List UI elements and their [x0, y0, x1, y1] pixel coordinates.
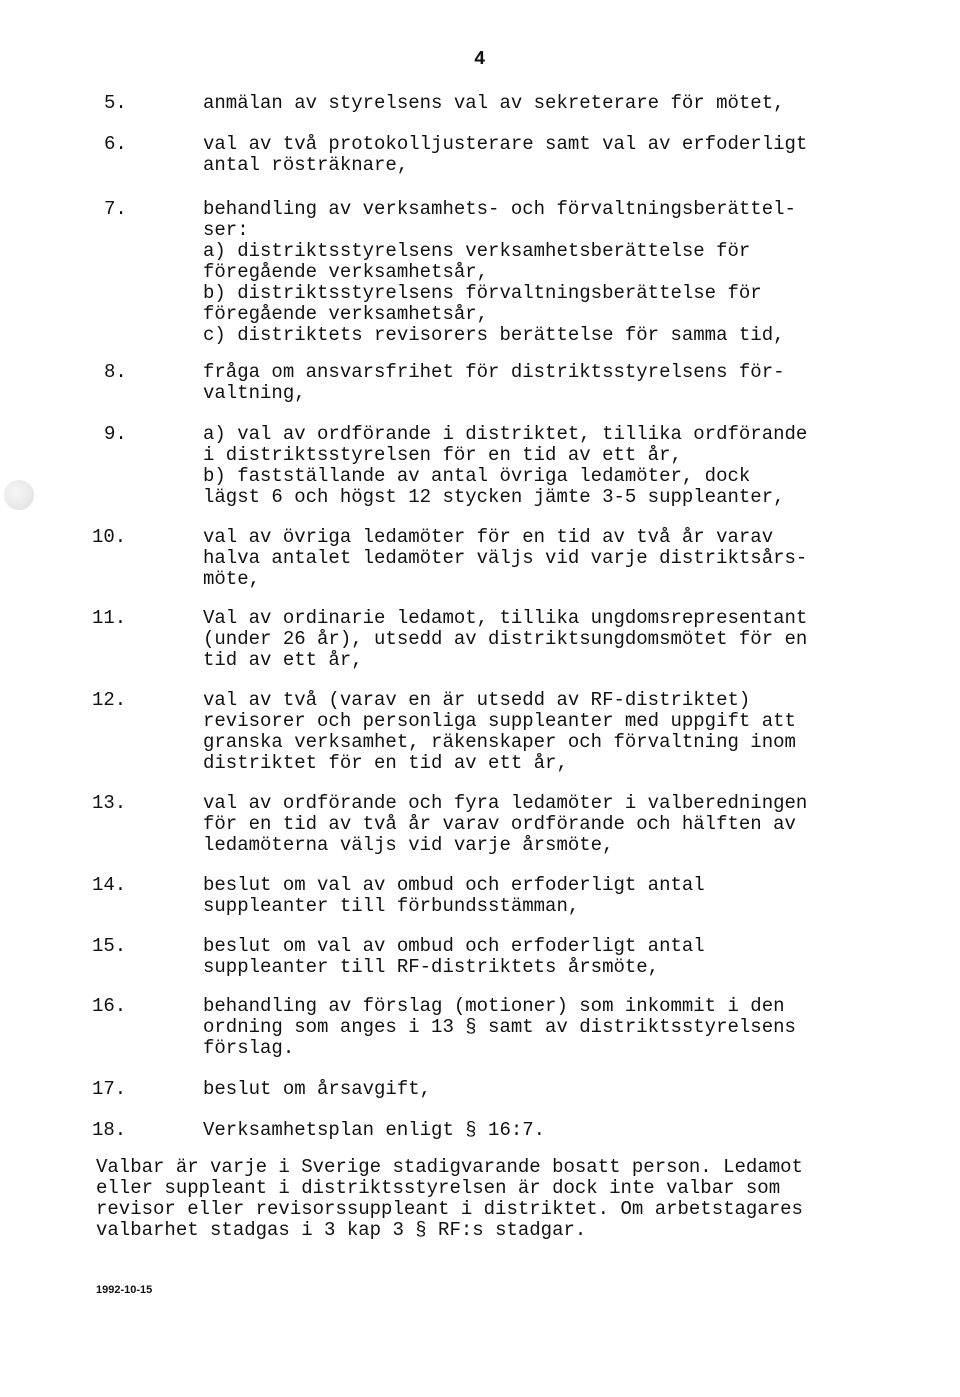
- text-line: behandling av verksamhets- och förvaltningsberättel-: [203, 198, 796, 220]
- item-number: 8.: [104, 361, 127, 383]
- text-line: b) distriktsstyrelsens förvaltningsberättelse för: [203, 282, 762, 304]
- text-line: Verksamhetsplan enligt § 16:7.: [203, 1119, 546, 1141]
- item-text: [203, 608, 873, 671]
- text-line: beslut om val av ombud och erfoderligt antal: [203, 935, 705, 957]
- closing-line: eller suppleant i distriktsstyrelsen är dock inte valbar som: [96, 1177, 781, 1199]
- item-text: [203, 134, 873, 176]
- text-line: a) val av ordförande i distriktet, tillika ordförande: [203, 423, 808, 445]
- item-number: 13.: [92, 792, 127, 814]
- item-text: [203, 199, 873, 346]
- item-number: 14.: [92, 874, 127, 896]
- item-text: [203, 527, 873, 590]
- text-line: möte,: [203, 568, 261, 590]
- text-line: föregående verksamhetsår,: [203, 261, 489, 283]
- text-line: val av övriga ledamöter för en tid av två år varav: [203, 526, 774, 548]
- text-line: valtning,: [203, 382, 306, 404]
- item-text: [203, 875, 873, 917]
- text-line: revisorer och personliga suppleanter med uppgift att: [203, 710, 796, 732]
- text-line: val av två protokolljusterare samt val av erfoderligt: [203, 133, 808, 155]
- text-line: halva antalet ledamöter väljs vid varje distriktsårs-: [203, 547, 808, 569]
- text-line: fråga om ansvarsfrihet för distriktsstyrelsens för-: [203, 361, 785, 383]
- item-number: 6.: [104, 133, 127, 155]
- text-line: förslag.: [203, 1037, 295, 1059]
- text-line: i distriktsstyrelsen för en tid av ett år,: [203, 444, 682, 466]
- item-text: [203, 1079, 873, 1100]
- text-line: tid av ett år,: [203, 649, 363, 671]
- item-text: [203, 936, 873, 978]
- item-number: 18.: [92, 1119, 127, 1141]
- item-number: 15.: [92, 935, 127, 957]
- text-line: suppleanter till RF-distriktets årsmöte,: [203, 956, 660, 978]
- item-text: [203, 996, 873, 1059]
- text-line: ser:: [203, 219, 249, 241]
- text-line: c) distriktets revisorers berättelse för samma tid,: [203, 324, 785, 346]
- text-line: a) distriktsstyrelsens verksamhetsberättelse för: [203, 240, 751, 262]
- text-line: distriktet för en tid av ett år,: [203, 752, 568, 774]
- text-line: beslut om val av ombud och erfoderligt antal: [203, 874, 705, 896]
- closing-line: Valbar är varje i Sverige stadigvarande bosatt person. Ledamot: [96, 1156, 803, 1178]
- text-line: b) fastställande av antal övriga ledamöter, dock: [203, 465, 751, 487]
- closing-line: revisor eller revisorssuppleant i distriktet. Om arbetstagares: [96, 1198, 803, 1220]
- text-line: anmälan av styrelsens val av sekreterare för mötet,: [203, 92, 785, 114]
- text-line: val av två (varav en är utsedd av RF-distriktet): [203, 689, 751, 711]
- text-line: granska verksamhet, räkenskaper och förvaltning inom: [203, 731, 796, 753]
- item-number: 17.: [92, 1078, 127, 1100]
- closing-line: valbarhet stadgas i 3 kap 3 § RF:s stadgar.: [96, 1219, 587, 1241]
- item-text: [203, 690, 873, 774]
- text-line: Val av ordinarie ledamot, tillika ungdomsrepresentant: [203, 607, 808, 629]
- text-line: behandling av förslag (motioner) som inkommit i den: [203, 995, 785, 1017]
- item-number: 11.: [92, 607, 127, 629]
- item-text: [203, 362, 873, 404]
- item-text: [203, 1120, 873, 1141]
- footer-date: 1992-10-15: [96, 1284, 153, 1296]
- item-number: 9.: [104, 423, 127, 445]
- text-line: suppleanter till förbundsstämman,: [203, 895, 580, 917]
- text-line: ledamöterna väljs vid varje årsmöte,: [203, 834, 614, 856]
- item-text: [203, 424, 873, 508]
- item-number: 5.: [104, 92, 127, 114]
- text-line: lägst 6 och högst 12 stycken jämte 3-5 suppleanter,: [203, 486, 785, 508]
- item-number: 12.: [92, 689, 127, 711]
- text-line: ordning som anges i 13 § samt av distriktsstyrelsens: [203, 1016, 796, 1038]
- page-number: 4: [474, 48, 486, 70]
- text-line: föregående verksamhetsår,: [203, 303, 489, 325]
- closing-paragraph: [96, 1157, 886, 1241]
- text-line: beslut om årsavgift,: [203, 1078, 432, 1100]
- text-line: för en tid av två år varav ordförande och hälften av: [203, 813, 796, 835]
- item-number: 7.: [104, 198, 127, 220]
- punch-hole-mark: [4, 480, 34, 510]
- item-number: 16.: [92, 995, 127, 1017]
- text-line: antal rösträknare,: [203, 154, 409, 176]
- text-line: val av ordförande och fyra ledamöter i valberedningen: [203, 792, 808, 814]
- item-number: 10.: [92, 526, 127, 548]
- item-text: [203, 793, 873, 856]
- item-text: [203, 93, 873, 114]
- text-line: (under 26 år), utsedd av distriktsungdomsmötet för en: [203, 628, 808, 650]
